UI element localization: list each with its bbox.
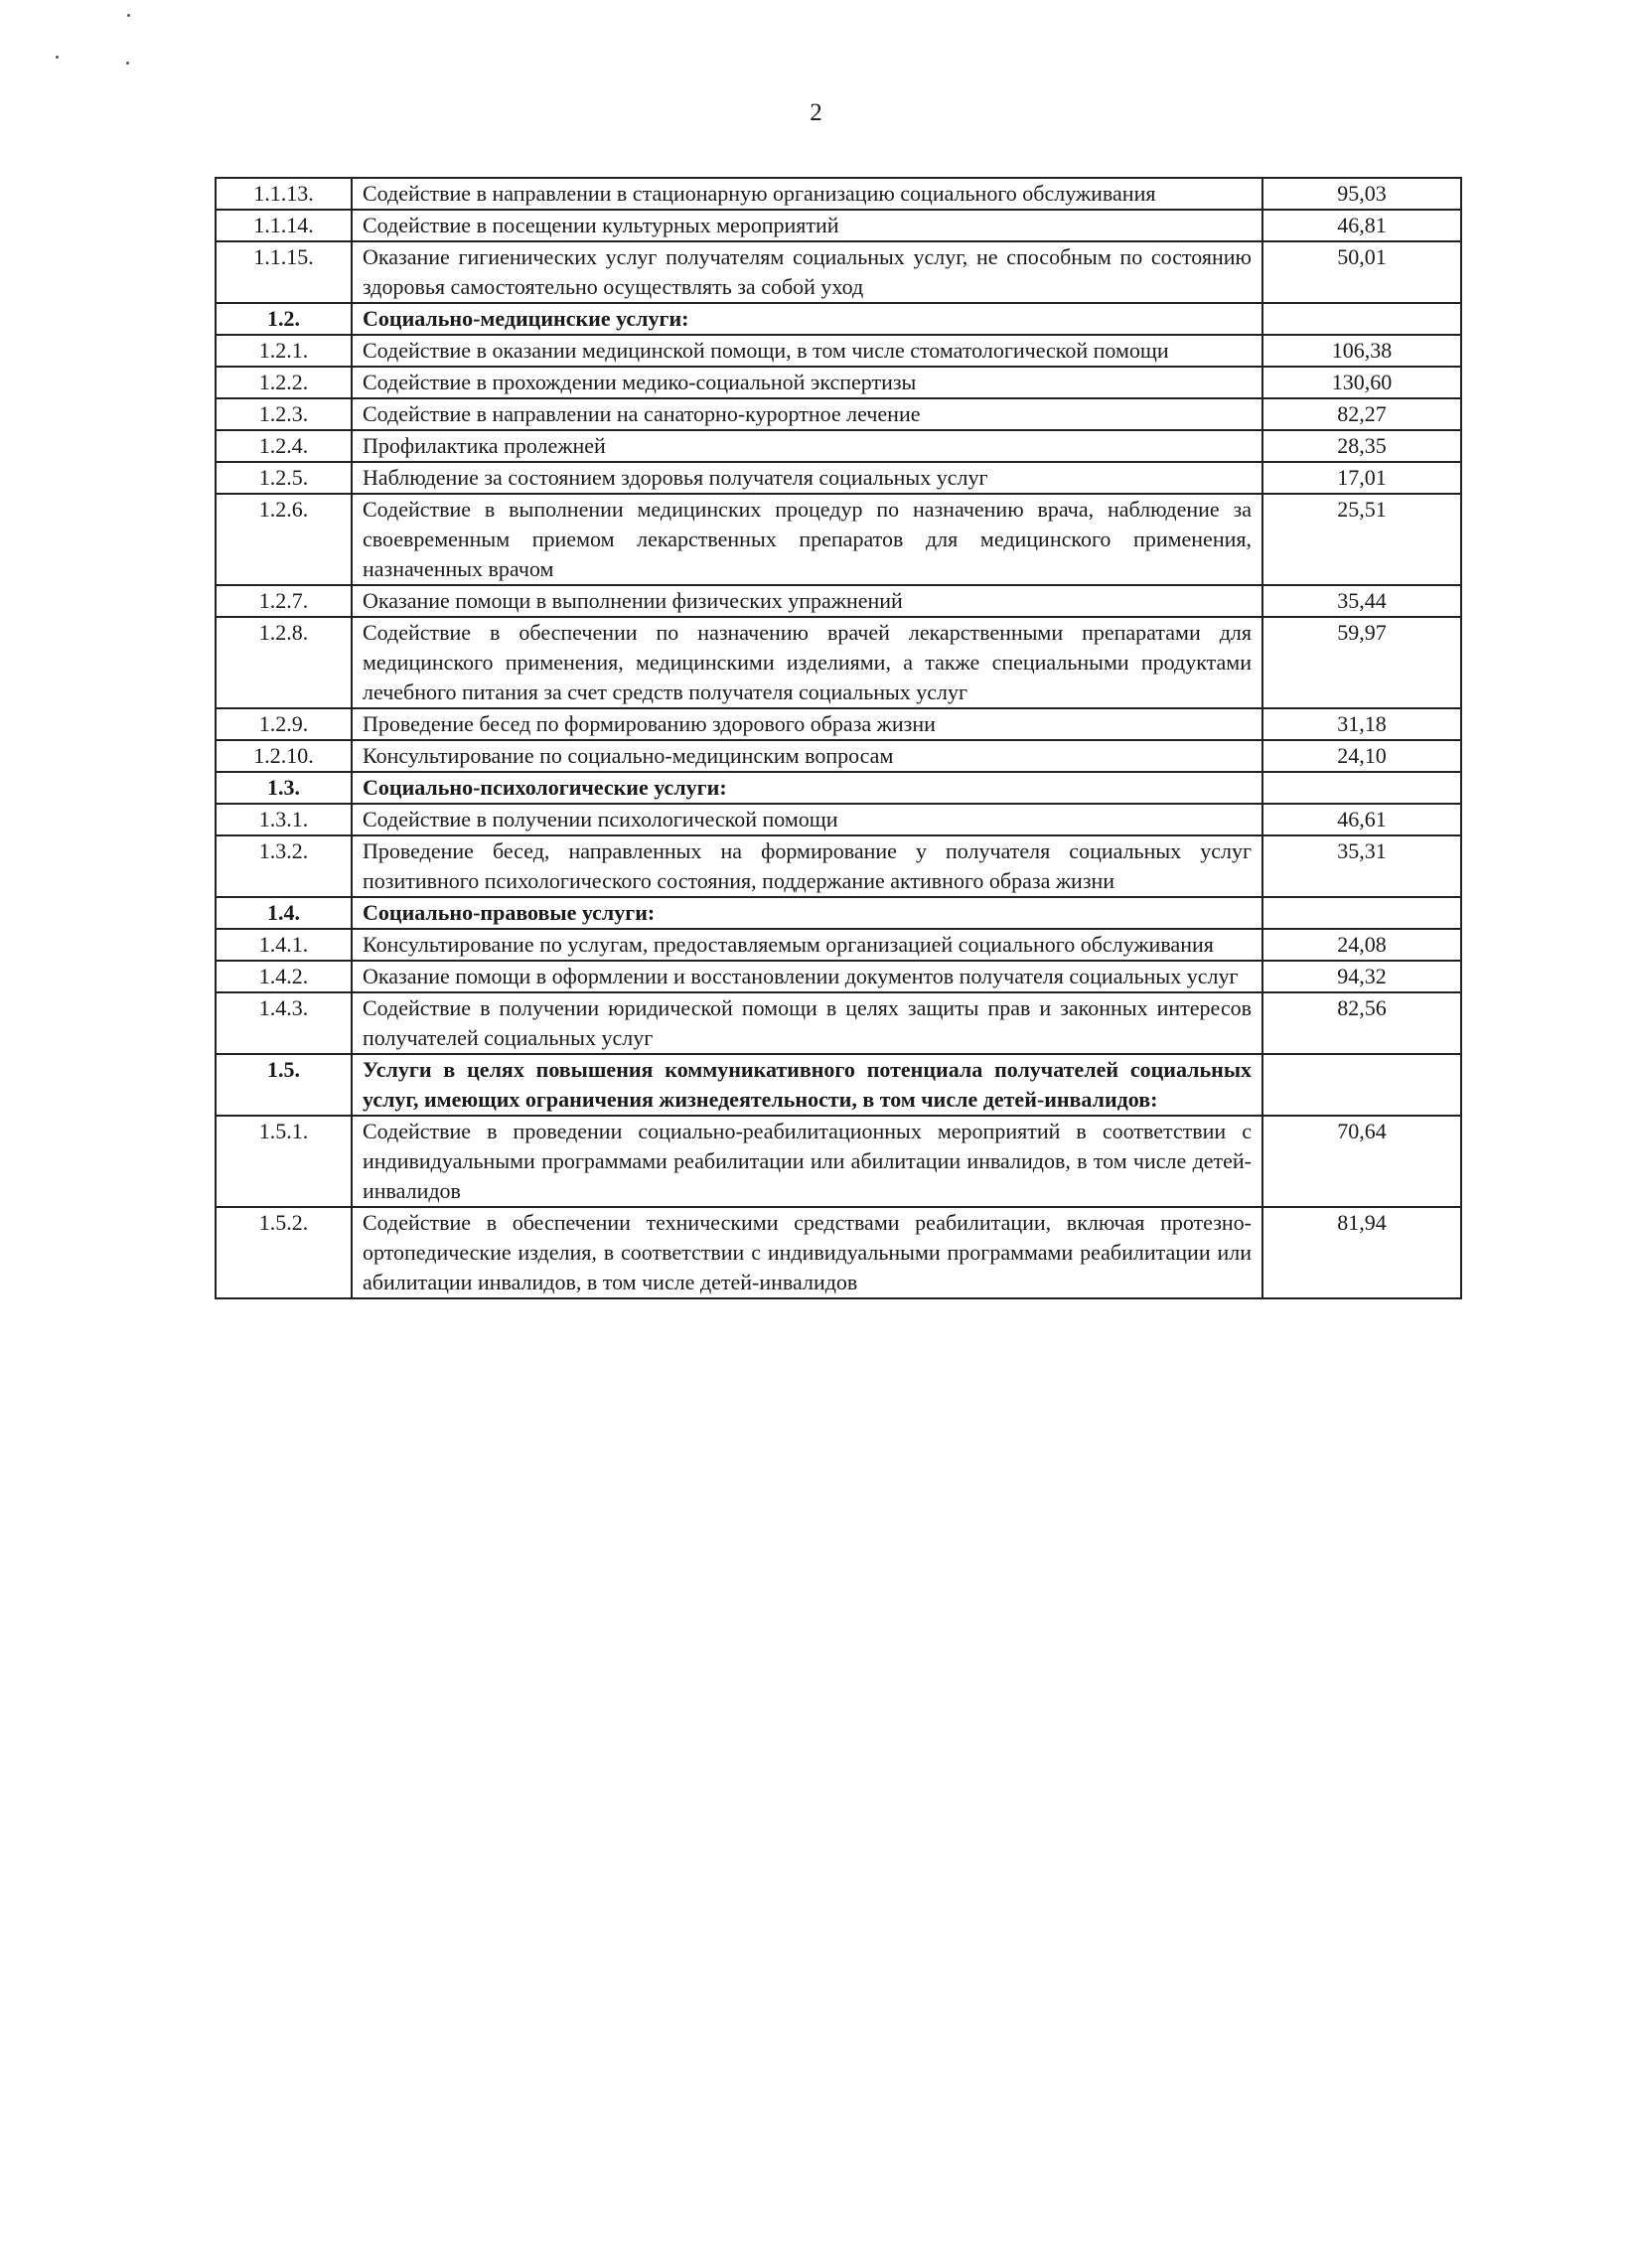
item-number: 1.5. bbox=[216, 1054, 352, 1116]
item-number: 1.4. bbox=[216, 897, 352, 929]
section-row bbox=[216, 772, 1461, 804]
service-price: 70,64 bbox=[1262, 1116, 1461, 1207]
item-number: 1.2.10. bbox=[216, 740, 352, 772]
service-price: 24,08 bbox=[1262, 929, 1461, 961]
table-row bbox=[216, 617, 1461, 708]
item-number: 1.3.2. bbox=[216, 835, 352, 897]
service-name: Проведение бесед по формированию здорового образа жизни bbox=[352, 708, 1262, 740]
item-number: 1.4.2. bbox=[216, 961, 352, 992]
service-name: Содействие в оказании медицинской помощи, в том числе стоматологической помощи bbox=[352, 335, 1262, 367]
service-price bbox=[1262, 1054, 1461, 1116]
service-name: Консультирование по социально-медицинским вопросам bbox=[352, 740, 1262, 772]
service-price bbox=[1262, 303, 1461, 335]
service-price: 31,18 bbox=[1262, 708, 1461, 740]
service-name: Оказание помощи в оформлении и восстановлении документов получателя социальных услуг bbox=[352, 961, 1262, 992]
scan-speck bbox=[127, 14, 130, 17]
item-number: 1.1.13. bbox=[216, 178, 352, 210]
service-price: 106,38 bbox=[1262, 335, 1461, 367]
service-name: Содействие в получении юридической помощи в целях защиты прав и законных интересов получателей социальных услуг bbox=[352, 992, 1262, 1054]
section-row bbox=[216, 897, 1461, 929]
service-price: 50,01 bbox=[1262, 241, 1461, 303]
service-price bbox=[1262, 772, 1461, 804]
table-row bbox=[216, 210, 1461, 241]
table-row bbox=[216, 367, 1461, 398]
table-row bbox=[216, 804, 1461, 835]
section-title: Социально-правовые услуги: bbox=[352, 897, 1262, 929]
item-number: 1.2.5. bbox=[216, 462, 352, 494]
item-number: 1.3. bbox=[216, 772, 352, 804]
section-title: Социально-медицинские услуги: bbox=[352, 303, 1262, 335]
table-row bbox=[216, 740, 1461, 772]
item-number: 1.2.3. bbox=[216, 398, 352, 430]
service-name: Содействие в проведении социально-реабилитационных мероприятий в соответствии с индивидуальными программами реабилитации или абилитации инвалидов, в том числе детей-инвалидов bbox=[352, 1116, 1262, 1207]
table-row bbox=[216, 835, 1461, 897]
table-row bbox=[216, 1116, 1461, 1207]
item-number: 1.2.2. bbox=[216, 367, 352, 398]
service-price: 46,81 bbox=[1262, 210, 1461, 241]
page-number: 2 bbox=[810, 99, 822, 126]
item-number: 1.2.8. bbox=[216, 617, 352, 708]
table-row bbox=[216, 929, 1461, 961]
section-row bbox=[216, 303, 1461, 335]
service-price: 95,03 bbox=[1262, 178, 1461, 210]
table-row bbox=[216, 585, 1461, 617]
services-price-table bbox=[215, 177, 1462, 1299]
service-name: Содействие в направлении на санаторно-курортное лечение bbox=[352, 398, 1262, 430]
table-row bbox=[216, 961, 1461, 992]
item-number: 1.4.3. bbox=[216, 992, 352, 1054]
service-name: Содействие в обеспечении по назначению врачей лекарственными препаратами для медицинского применения, медицинскими изделиями, а также специальными продуктами лечебного питания за счет средств получателя социальных услуг bbox=[352, 617, 1262, 708]
service-price: 24,10 bbox=[1262, 740, 1461, 772]
scan-speck bbox=[126, 62, 129, 65]
item-number: 1.4.1. bbox=[216, 929, 352, 961]
item-number: 1.5.2. bbox=[216, 1207, 352, 1298]
service-name: Проведение бесед, направленных на формирование у получателя социальных услуг позитивного психологического состояния, поддержание активного образа жизни bbox=[352, 835, 1262, 897]
item-number: 1.1.15. bbox=[216, 241, 352, 303]
table-row bbox=[216, 1207, 1461, 1298]
table-body bbox=[216, 178, 1461, 1298]
service-name: Содействие в обеспечении техническими средствами реабилитации, включая протезно-ортопедические изделия, в соответствии с индивидуальными программами реабилитации или абилитации инвалидов, в том числе детей-инвалидов bbox=[352, 1207, 1262, 1298]
service-price bbox=[1262, 897, 1461, 929]
table-row bbox=[216, 398, 1461, 430]
service-price: 130,60 bbox=[1262, 367, 1461, 398]
service-price: 17,01 bbox=[1262, 462, 1461, 494]
service-price: 25,51 bbox=[1262, 494, 1461, 585]
service-name: Содействие в получении психологической помощи bbox=[352, 804, 1262, 835]
scan-speck bbox=[56, 56, 59, 59]
service-price: 59,97 bbox=[1262, 617, 1461, 708]
item-number: 1.2.6. bbox=[216, 494, 352, 585]
service-price: 81,94 bbox=[1262, 1207, 1461, 1298]
item-number: 1.2.4. bbox=[216, 430, 352, 462]
service-name: Наблюдение за состоянием здоровья получателя социальных услуг bbox=[352, 462, 1262, 494]
item-number: 1.2.7. bbox=[216, 585, 352, 617]
service-name: Содействие в выполнении медицинских процедур по назначению врача, наблюдение за своевременным приемом лекарственных препаратов для медицинского применения, назначенных врачом bbox=[352, 494, 1262, 585]
section-title: Социально-психологические услуги: bbox=[352, 772, 1262, 804]
service-name: Оказание гигиенических услуг получателям социальных услуг, не способным по состоянию здоровья самостоятельно осуществлять за собой уход bbox=[352, 241, 1262, 303]
service-price: 82,27 bbox=[1262, 398, 1461, 430]
service-price: 35,31 bbox=[1262, 835, 1461, 897]
service-name: Содействие в посещении культурных мероприятий bbox=[352, 210, 1262, 241]
table-row bbox=[216, 708, 1461, 740]
item-number: 1.5.1. bbox=[216, 1116, 352, 1207]
table-row bbox=[216, 430, 1461, 462]
table-row bbox=[216, 992, 1461, 1054]
table-row bbox=[216, 335, 1461, 367]
service-name: Консультирование по услугам, предоставляемым организацией социального обслуживания bbox=[352, 929, 1262, 961]
table-row bbox=[216, 178, 1461, 210]
item-number: 1.2. bbox=[216, 303, 352, 335]
section-row bbox=[216, 1054, 1461, 1116]
table-row bbox=[216, 494, 1461, 585]
service-name: Содействие в прохождении медико-социальной экспертизы bbox=[352, 367, 1262, 398]
service-name: Содействие в направлении в стационарную организацию социального обслуживания bbox=[352, 178, 1262, 210]
service-price: 82,56 bbox=[1262, 992, 1461, 1054]
service-price: 35,44 bbox=[1262, 585, 1461, 617]
service-price: 94,32 bbox=[1262, 961, 1461, 992]
item-number: 1.2.1. bbox=[216, 335, 352, 367]
service-price: 46,61 bbox=[1262, 804, 1461, 835]
service-name: Оказание помощи в выполнении физических упражнений bbox=[352, 585, 1262, 617]
section-title: Услуги в целях повышения коммуникативного потенциала получателей социальных услуг, имеющих ограничения жизнедеятельности, в том числе детей-инвалидов: bbox=[352, 1054, 1262, 1116]
table-row bbox=[216, 462, 1461, 494]
item-number: 1.2.9. bbox=[216, 708, 352, 740]
service-name: Профилактика пролежней bbox=[352, 430, 1262, 462]
service-price: 28,35 bbox=[1262, 430, 1461, 462]
table-row bbox=[216, 241, 1461, 303]
item-number: 1.1.14. bbox=[216, 210, 352, 241]
item-number: 1.3.1. bbox=[216, 804, 352, 835]
